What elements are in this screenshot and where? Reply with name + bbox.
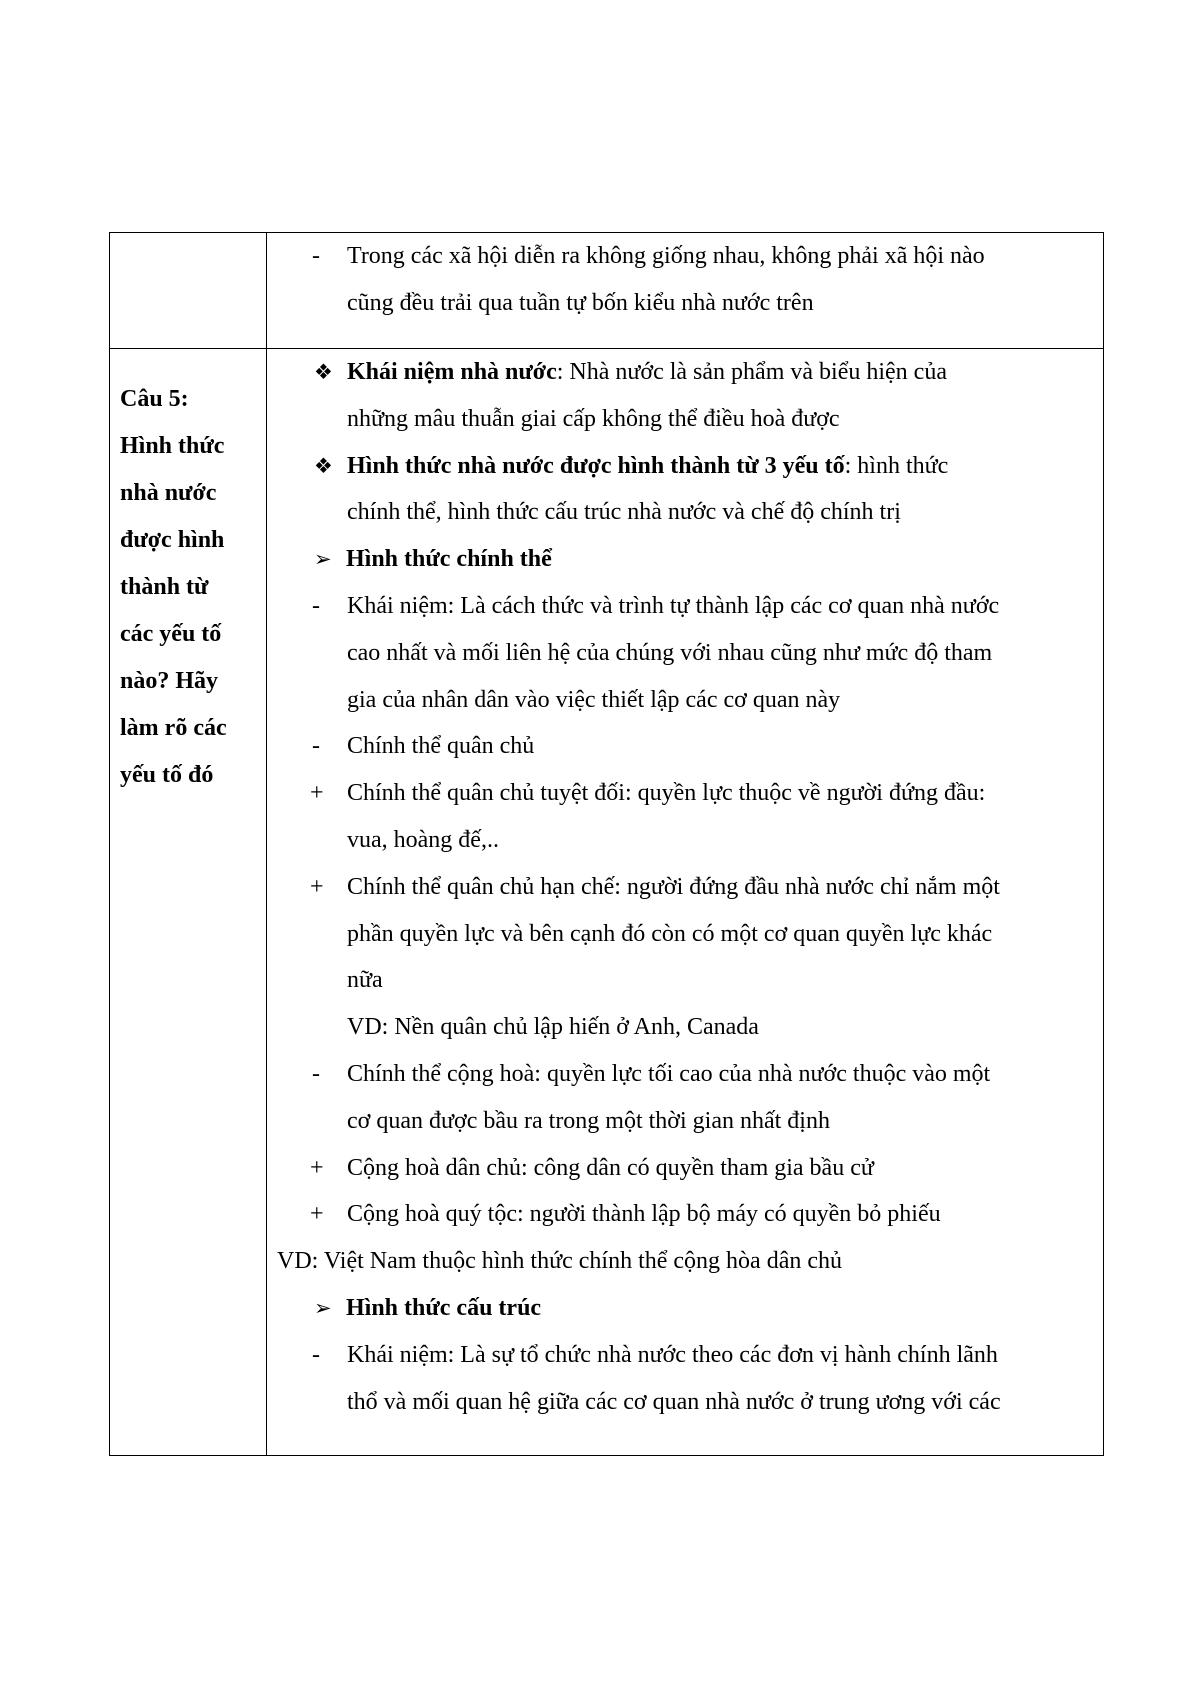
diamond-bullet-icon: ❖ — [314, 453, 333, 478]
table-row — [110, 233, 1104, 349]
list-item: + Chính thể quân chủ hạn chế: người đứng đầu nhà nước chỉ nắm một — [267, 864, 1103, 911]
arrow-bullet-icon: ➢ — [314, 1295, 332, 1320]
content-table — [109, 232, 1104, 1456]
question-title: Câu 5: Hình thức nhà nước được hình thành từ các yếu tố nào? Hãy làm rõ các yếu tố đó — [120, 386, 227, 788]
dash-marker: - — [312, 243, 320, 269]
answer-cell: ❖ Khái niệm nhà nước: Nhà nước là sản phẩm và biểu hiện của những mâu thuẫn giai cấp không thể điều hoà được ❖ Hình thức nhà nước được hình thành từ 3 yếu tố: hình thức chính thể, hình thức cấu trúc nhà nước và chế độ chính trị ➢ Hình thức chính thể - Khái niệm: Là cách thức và trình tự thành lập các cơ quan nhà nước cao nhất và mối liên hệ của chúng với nhau cũng như mức độ tham gia của nhân dân vào việc thiết lập các cơ quan này - Chính thể quân chủ + Chính thể quân chủ tuyệt đối: quyền lực thuộc về người đứng đầu: vua, hoàng đế,.. + Chính thể quân chủ hạn chế: người đứng đầu nhà nước chỉ nắm một phần quyền lực và bên cạnh đó còn có một cơ quan quyền lực khác nữa VD: Nền quân chủ lập hiến ở Anh, Canada - Chính thể cộng hoà: quyền lực tối cao của nhà nước thuộc vào một cơ quan được bầu ra trong một thời gian nhất định + Cộng hoà dân chủ: công dân có quyền tham gia bầu cử + Cộng hoà quý tộc: người thành lập bộ máy có quyền bỏ phiếu VD: Việt Nam thuộc hình thức chính thể cộng hòa dân chủ ➢ Hình thức cấu trúc - Khái niệm: Là sự tổ chức nhà nước theo các đơn vị hành chính lãnh thổ và mối quan hệ giữa các cơ quan nhà nước ở trung ương với các — [267, 349, 1104, 1456]
diamond-bullet-item: ❖ Hình thức nhà nước được hình thành từ 3 yếu tố: hình thức — [267, 443, 1103, 490]
plus-marker: + — [310, 1201, 324, 1228]
diamond-bullet-icon: ❖ — [314, 360, 333, 384]
question-cell — [110, 349, 267, 1456]
list-item: - Chính thể quân chủ — [267, 723, 1103, 770]
plus-marker: + — [310, 873, 324, 900]
list-item: + Cộng hoà dân chủ: công dân có quyền tham gia bầu cử — [267, 1145, 1103, 1192]
plus-marker: + — [310, 1154, 324, 1181]
arrow-bullet-icon: ➢ — [314, 547, 332, 572]
plus-marker: + — [310, 780, 324, 807]
dash-marker: - — [312, 592, 320, 619]
list-item: - Khái niệm: Là sự tổ chức nhà nước theo các đơn vị hành chính lãnh — [267, 1332, 1103, 1379]
dash-marker: - — [312, 1341, 320, 1368]
question-cell — [110, 233, 267, 349]
answer-cell: - Trong các xã hội diễn ra không giống nhau, không phải xã hội nào cũng đều trải qua tuần tự bốn kiểu nhà nước trên — [267, 233, 1104, 349]
example-line: VD: Việt Nam thuộc hình thức chính thể cộng hòa dân chủ — [277, 1248, 842, 1275]
table-row — [110, 349, 1104, 1456]
list-item: - Khái niệm: Là cách thức và trình tự thành lập các cơ quan nhà nước — [267, 583, 1103, 630]
diamond-bullet-item: ❖ Khái niệm nhà nước: Nhà nước là sản phẩm và biểu hiện của — [267, 349, 1103, 396]
dash-marker: - — [312, 733, 320, 760]
section-heading: ➢ Hình thức cấu trúc — [267, 1285, 1103, 1332]
list-item: + Chính thể quân chủ tuyệt đối: quyền lực thuộc về người đứng đầu: — [267, 770, 1103, 817]
dash-marker: - — [312, 1060, 320, 1087]
list-item: - Trong các xã hội diễn ra không giống nhau, không phải xã hội nào — [267, 233, 1103, 280]
section-heading: ➢ Hình thức chính thể — [267, 536, 1103, 583]
list-item: - Chính thể cộng hoà: quyền lực tối cao của nhà nước thuộc vào một — [267, 1051, 1103, 1098]
list-item: + Cộng hoà quý tộc: người thành lập bộ máy có quyền bỏ phiếu — [267, 1191, 1103, 1238]
